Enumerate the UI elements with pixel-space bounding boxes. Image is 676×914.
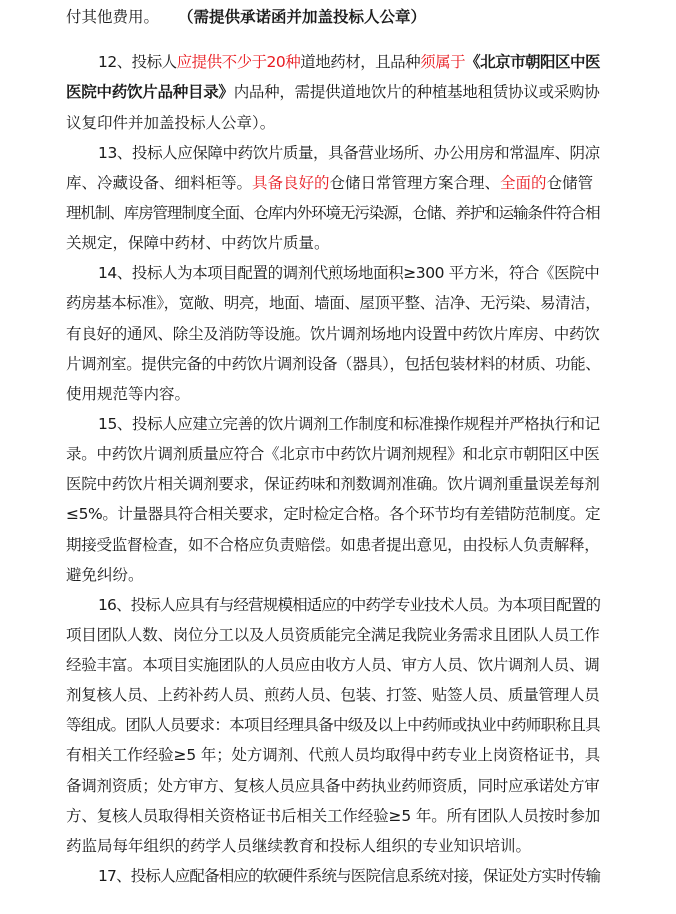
p14-line-1: 14、投标人为本项目配置的调剂代煎场地面积≥300 平方米，符合《医院中	[98, 264, 600, 283]
p16-line-3: 经验丰富。本项目实施团队的人员应由收方人员、审方人员、饮片调剂人员、调	[66, 656, 600, 674]
p14-line-3: 有良好的通风、除尘及消防等设施。饮片调剂场地内设置中药饮片库房、中药饮	[66, 324, 600, 343]
p11-line-1: 付其他费用。 （需提供承诺函并加盖投标人公章）	[66, 8, 426, 26]
p16-line-6: 有相关工作经验≥5 年；处方调剂、代煎人员均取得中药专业上岗资格证书，具	[66, 746, 601, 765]
p15-line-3: 医院中药饮片相关调剂要求，保证药味和剂数调剂准确。饮片调剂重量误差每剂	[66, 475, 600, 494]
p15-line-2: 录。中药饮片调剂质量应符合《北京市中药饮片调剂规程》和北京市朝阳区中医	[66, 445, 600, 463]
p16-line-8: 方、复核人员取得相关资格证书后相关工作经验≥5 年。所有团队人员按时参加	[66, 806, 601, 825]
p14-line-5: 使用规范等内容。	[66, 384, 191, 403]
p17-line-1: 17、投标人应配备相应的软硬件系统与医院信息系统对接，保证处方实时传输	[98, 867, 601, 885]
p13-line-3: 理机制、库房管理制度全面、仓库内外环境无污染源，仓储、养护和运输条件符合相	[66, 203, 600, 222]
p15-line-4: ≤5%。计量器具符合相关要求，定时检定合格。各个环节均有差错防范制度。定	[66, 505, 601, 524]
p15-line-6: 避免纠纷。	[66, 565, 144, 584]
p16-line-5: 等组成。团队人员要求：本项目经理具备中级及以上中药师或执业中药师职称且具	[66, 716, 600, 735]
p16-line-4: 剂复核人员、上药补药人员、煎药人员、包装、打签、贴签人员、质量管理人员	[66, 686, 600, 705]
p13-line-1: 13、投标人应保障中药饮片质量，具备营业场所、办公用房和常温库、阴凉	[98, 143, 600, 162]
p12-line-2: 医院中药饮片品种目录》内品种，需提供道地饮片的种植基地租赁协议或采购协	[66, 83, 600, 102]
p14-line-2: 药房基本标准》，宽敞、明亮，地面、墙面、屋顶平整、洁净、无污染、易清洁，	[66, 294, 601, 313]
p12-line-3: 议复印件并加盖投标人公章）。	[66, 113, 276, 132]
p12-line-1: 12、投标人应提供不少于20种道地药材，且品种须属于《北京市朝阳区中医	[98, 53, 600, 72]
p16-line-1: 16、投标人应具有与经营规模相适应的中药学专业技术人员。为本项目配置的	[98, 595, 601, 614]
p13-line-2: 库、冷藏设备、细料柜等。具备良好的仓储日常管理方案合理、全面的仓储管	[66, 173, 594, 192]
p14-line-4: 片调剂室。提供完备的中药饮片调剂设备（器具），包括包装材料的材质、功能、	[66, 354, 601, 373]
p15-line-1: 15、投标人应建立完善的饮片调剂工作制度和标准操作规程并严格执行和记	[98, 414, 600, 433]
p16-line-7: 备调剂资质；处方审方、复核人员应具备中药执业药师资质，同时应承诺处方审	[66, 776, 600, 795]
p16-line-9: 药监局每年组织的药学人员继续教育和投标人组织的专业知识培训。	[66, 836, 532, 855]
p16-line-2: 项目团队人数、岗位分工以及人员资质能完全满足我院业务需求且团队人员工作	[66, 625, 600, 644]
p13-line-4: 关规定，保障中药材、中药饮片质量。	[66, 234, 330, 253]
p15-line-5: 期接受监督检查，如不合格应负责赔偿。如患者提出意见，由投标人负责解释，	[66, 535, 600, 554]
